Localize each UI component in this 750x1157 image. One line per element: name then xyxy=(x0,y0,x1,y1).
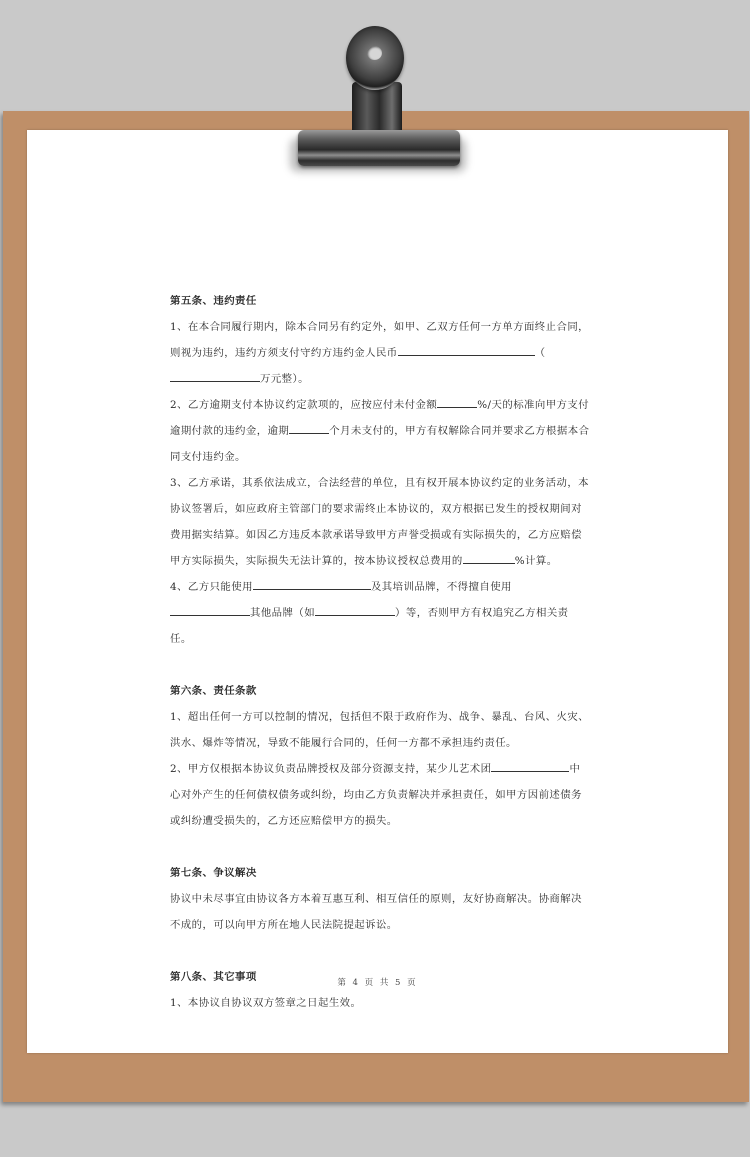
section-liability-terms xyxy=(170,678,590,834)
clause-text: 1、本协议自协议双方签章之日起生效。 xyxy=(170,997,362,1009)
clause-text: 2、甲方仅根据本协议负责品牌授权及部分资源支持，某少儿艺术团 xyxy=(170,763,492,775)
section-breach-liability xyxy=(170,288,590,652)
section-gap xyxy=(170,652,590,678)
clause-paragraph xyxy=(170,392,590,470)
clause-text: 1、超出任何一方可以控制的情况，包括但不限于政府作为、战争、暴乱、台风、火灾、洪水、爆炸等情况，导致不能履行合同的，任何一方都不承担违约责任。 xyxy=(170,711,590,749)
section-heading: 第七条、争议解决 xyxy=(170,867,257,879)
clause-text: ）等，否则甲方有权追究乙方相关责任。 xyxy=(170,607,569,645)
clause-text: %/天的标准向甲方支付逾期付款的违约金，逾期 xyxy=(170,399,590,437)
clause-text: 其他品牌（如 xyxy=(250,607,316,619)
section-dispute-resolution xyxy=(170,860,590,938)
binder-clip-icon xyxy=(282,26,468,172)
blank-field xyxy=(253,579,371,590)
page-number: 第 4 页 共 5 页 xyxy=(337,978,418,988)
clause-text: （ xyxy=(534,347,546,359)
blank-field xyxy=(491,761,569,772)
clause-text: 万元整）。 xyxy=(260,373,310,385)
clause-text: 2、乙方逾期支付本协议约定款项的，应按应付未付金额 xyxy=(170,399,438,411)
section-gap xyxy=(170,938,590,964)
section-gap xyxy=(170,834,590,860)
clause-paragraph xyxy=(170,314,590,392)
blank-field xyxy=(437,397,477,408)
clause-text: 中心对外产生的任何债权债务或纠纷，均由乙方负责解决并承担责任，如甲方因前述债务或纠纷遭受损失的，乙方还应赔偿甲方的损失。 xyxy=(170,763,582,827)
clause-text: 协议中未尽事宜由协议各方本着互惠互利、相互信任的原则，友好协商解决。协商解决不成的，可以向甲方所在地人民法院提起诉讼。 xyxy=(170,893,582,931)
clause-paragraph xyxy=(170,574,590,652)
clause-text: 个月未支付的，甲方有权解除合同并要求乙方根据本合同支付违约金。 xyxy=(170,425,590,463)
blank-field xyxy=(170,371,260,382)
clause-text: 3、乙方承诺，其系依法成立，合法经营的单位，且有权开展本协议约定的业务活动，本协议签署后，如应政府主管部门的要求需终止本协议的，双方根据已发生的授权期间对费用据实结算。如因乙方违反本款承诺导致甲方声誉受损或有实际损失的，乙方应赔偿甲方实际损失，实际损失无法计算的，按本协议授权总费用的 xyxy=(170,477,590,567)
section-heading: 第六条、责任条款 xyxy=(170,685,257,697)
blank-field xyxy=(398,345,535,356)
section-heading: 第八条、其它事项 xyxy=(170,971,257,983)
blank-field xyxy=(315,605,395,616)
clause-text: 4、乙方只能使用 xyxy=(170,581,253,593)
blank-field xyxy=(170,605,250,616)
clause-paragraph xyxy=(170,990,590,1016)
document-page xyxy=(27,130,728,1053)
clause-paragraph xyxy=(170,704,590,756)
blank-field xyxy=(463,553,515,564)
clause-text: 1、在本合同履行期内，除本合同另有约定外，如甲、乙双方任何一方单方面终止合同，则视为违约，违约方须支付守约方违约金人民币 xyxy=(170,321,590,359)
clause-text: 及其培训品牌，不得擅自使用 xyxy=(370,581,512,593)
section-heading: 第五条、违约责任 xyxy=(170,295,257,307)
document-body xyxy=(170,288,590,1016)
clause-paragraph xyxy=(170,470,590,574)
clause-text: %计算。 xyxy=(514,555,558,567)
clause-paragraph xyxy=(170,756,590,834)
blank-field xyxy=(289,423,329,434)
section-other-matters xyxy=(170,964,590,1016)
clause-paragraph xyxy=(170,886,590,938)
